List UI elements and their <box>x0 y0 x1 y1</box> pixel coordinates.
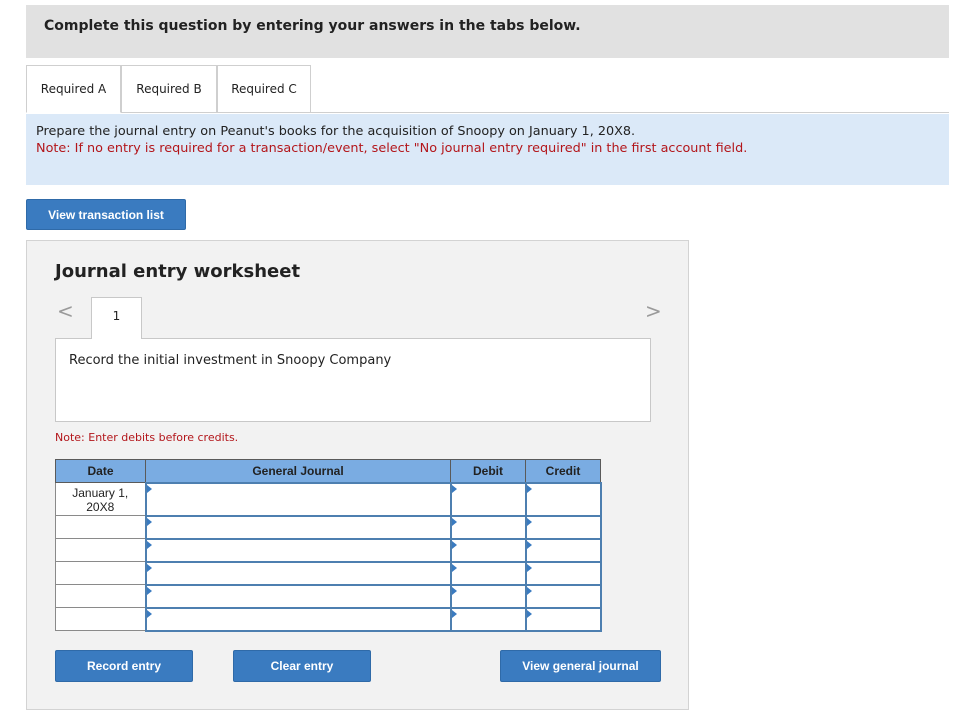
debit-cell[interactable] <box>451 483 526 516</box>
account-cell[interactable] <box>146 562 451 585</box>
debit-field[interactable] <box>452 542 525 559</box>
debit-cell[interactable] <box>451 539 526 562</box>
debit-field[interactable] <box>452 491 525 508</box>
date-cell <box>56 516 146 539</box>
credit-cell[interactable] <box>526 562 601 585</box>
table-row <box>56 539 601 562</box>
credit-field[interactable] <box>527 542 600 559</box>
credit-cell[interactable] <box>526 516 601 539</box>
account-field[interactable] <box>147 588 450 605</box>
date-line-2: 20X8 <box>86 500 115 514</box>
date-line-1: January 1, <box>72 486 129 500</box>
account-cell[interactable] <box>146 483 451 516</box>
account-field[interactable] <box>147 611 450 628</box>
account-field[interactable] <box>147 519 450 536</box>
worksheet-title: Journal entry worksheet <box>55 261 301 282</box>
debit-cell[interactable] <box>451 516 526 539</box>
clear-entry-button[interactable]: Clear entry <box>233 650 371 682</box>
next-arrow-icon[interactable]: > <box>645 299 662 323</box>
date-cell <box>56 483 146 516</box>
date-column-header: Date <box>56 460 146 483</box>
credit-field[interactable] <box>527 491 600 508</box>
entry-description-box <box>55 338 651 422</box>
debit-field[interactable] <box>452 588 525 605</box>
dropdown-marker-icon <box>527 587 532 595</box>
date-cell <box>56 608 146 631</box>
tab-divider <box>26 112 949 113</box>
view-transaction-list-button[interactable]: View transaction list <box>26 199 186 230</box>
dropdown-marker-icon <box>452 610 457 618</box>
dropdown-marker-icon <box>147 564 152 572</box>
instruction-bar <box>26 5 949 58</box>
debit-field[interactable] <box>452 519 525 536</box>
dropdown-marker-icon <box>147 541 152 549</box>
dropdown-marker-icon <box>452 518 457 526</box>
view-general-journal-button[interactable]: View general journal <box>500 650 661 682</box>
journal-table <box>55 459 602 632</box>
credit-cell[interactable] <box>526 608 601 631</box>
debit-cell[interactable] <box>451 608 526 631</box>
table-row <box>56 516 601 539</box>
tab-required-a[interactable]: Required A <box>26 65 121 113</box>
dropdown-marker-icon <box>452 587 457 595</box>
account-cell[interactable] <box>146 585 451 608</box>
journal-header-row <box>56 460 601 483</box>
dropdown-marker-icon <box>527 541 532 549</box>
table-row <box>56 608 601 631</box>
credit-field[interactable] <box>527 588 600 605</box>
credit-field[interactable] <box>527 519 600 536</box>
account-field[interactable] <box>147 491 450 508</box>
tab-required-b[interactable]: Required B <box>121 65 217 113</box>
instruction-text: Complete this question by entering your answers in the tabs below. <box>44 18 581 34</box>
page-tab-1[interactable]: 1 <box>91 297 142 339</box>
account-cell[interactable] <box>146 539 451 562</box>
tab-required-c[interactable]: Required C <box>217 65 311 113</box>
journal-entry-worksheet <box>26 240 689 710</box>
dropdown-marker-icon <box>452 541 457 549</box>
prev-arrow-icon[interactable]: < <box>57 299 74 323</box>
debits-credits-note: Note: Enter debits before credits. <box>55 431 239 444</box>
debit-cell[interactable] <box>451 585 526 608</box>
credit-cell[interactable] <box>526 539 601 562</box>
dropdown-marker-icon <box>452 485 457 493</box>
dropdown-marker-icon <box>527 610 532 618</box>
dropdown-marker-icon <box>147 587 152 595</box>
debit-field[interactable] <box>452 611 525 628</box>
account-cell[interactable] <box>146 516 451 539</box>
credit-field[interactable] <box>527 565 600 582</box>
credit-cell[interactable] <box>526 483 601 516</box>
credit-column-header: Credit <box>526 460 601 483</box>
credit-cell[interactable] <box>526 585 601 608</box>
entry-description: Record the initial investment in Snoopy Company <box>69 353 392 368</box>
account-cell[interactable] <box>146 608 451 631</box>
account-field[interactable] <box>147 542 450 559</box>
table-row <box>56 483 601 516</box>
table-row <box>56 585 601 608</box>
debit-column-header: Debit <box>451 460 526 483</box>
date-cell <box>56 562 146 585</box>
debit-cell[interactable] <box>451 562 526 585</box>
debit-field[interactable] <box>452 565 525 582</box>
prompt-note: Note: If no entry is required for a transaction/event, select "No journal entry required" in the first account field. <box>36 141 748 156</box>
dropdown-marker-icon <box>147 610 152 618</box>
dropdown-marker-icon <box>452 564 457 572</box>
credit-field[interactable] <box>527 611 600 628</box>
date-cell <box>56 585 146 608</box>
dropdown-marker-icon <box>527 564 532 572</box>
general-journal-column-header: General Journal <box>146 460 451 483</box>
dropdown-marker-icon <box>147 518 152 526</box>
account-field[interactable] <box>147 565 450 582</box>
question-prompt <box>26 114 949 185</box>
prompt-text: Prepare the journal entry on Peanut's books for the acquisition of Snoopy on January 1, 20X8. <box>36 124 636 139</box>
record-entry-button[interactable]: Record entry <box>55 650 193 682</box>
table-row <box>56 562 601 585</box>
date-cell <box>56 539 146 562</box>
dropdown-marker-icon <box>147 485 152 493</box>
dropdown-marker-icon <box>527 485 532 493</box>
dropdown-marker-icon <box>527 518 532 526</box>
